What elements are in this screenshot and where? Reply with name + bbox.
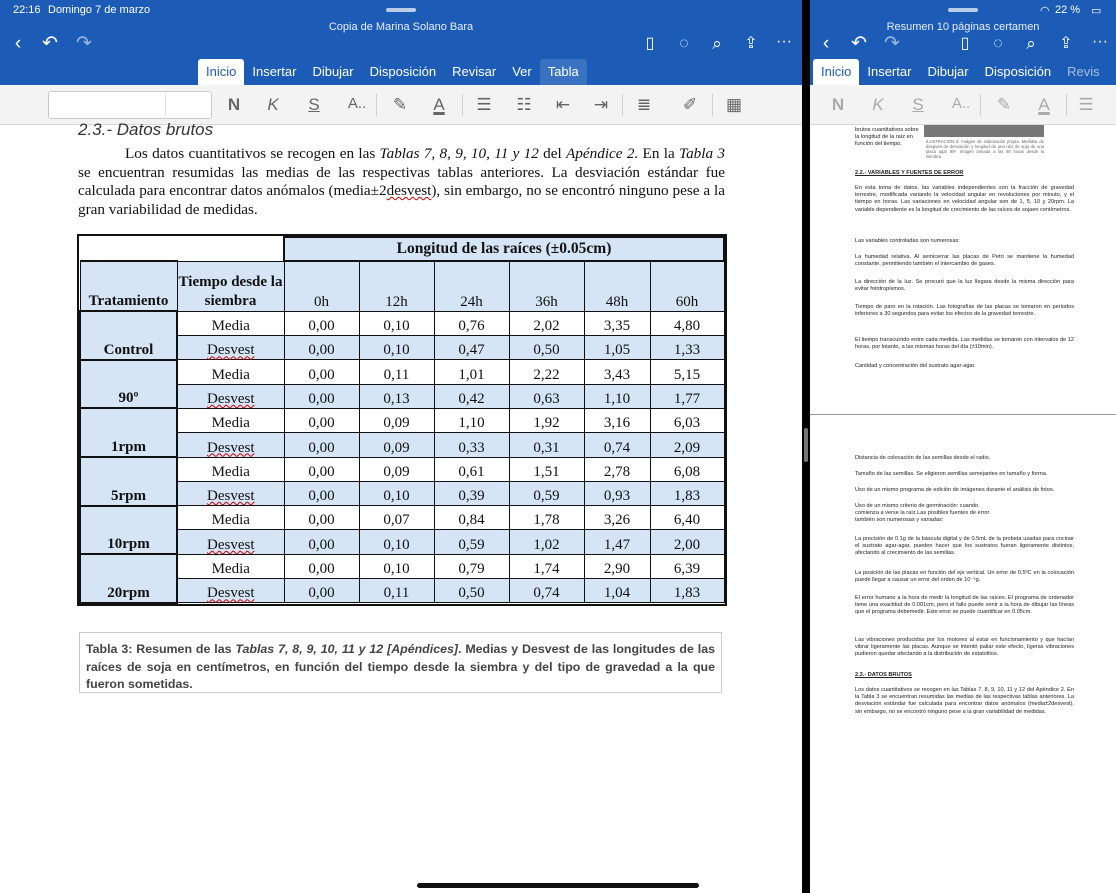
col-header-tratamiento: Tratamiento (80, 261, 177, 311)
value-cell: 0,00 (284, 433, 359, 457)
bold-button[interactable]: N (227, 95, 241, 114)
tab-insertar[interactable]: Insertar (252, 64, 297, 79)
search-icon[interactable]: ⌕ (1026, 34, 1036, 53)
value-cell: 1,01 (434, 360, 509, 384)
right-document-window (810, 0, 1116, 893)
more-icon[interactable]: ··· (1092, 33, 1108, 50)
ribbon-divider (980, 94, 981, 116)
body-paragraph: Los datos cuantitativos se recogen en las Tablas 7, 8, 9, 10, 11 y 12 del Apéndice 2. En la Tabla 3 se encuentran resumidas las medias de las respectivas tablas anteriores. La desviación estándar fue calculada para encontrar datos anómalos (media±2desvest), sin embargo, no se encontró ninguno pese a la gran variabilidad de medidas. (78, 145, 725, 218)
value-cell: 0,50 (434, 579, 509, 603)
value-cell: 1,10 (434, 408, 509, 432)
back-icon[interactable]: ‹ (822, 33, 830, 54)
value-cell: 0,07 (359, 506, 434, 530)
numbering-icon[interactable]: ☷ (516, 95, 532, 114)
stat-label-cell: Desvest (177, 530, 284, 554)
value-cell: 0,00 (284, 457, 359, 481)
time-header: 48h (584, 261, 650, 311)
multitask-handle[interactable] (948, 8, 978, 12)
underline-button[interactable]: S (912, 95, 924, 114)
value-cell: 0,00 (284, 336, 359, 360)
value-cell: 0,13 (359, 384, 434, 408)
tab-dibujar[interactable]: Dibujar (927, 64, 969, 79)
value-cell: 0,00 (284, 384, 359, 408)
section-heading: 2.3.- Datos brutos (78, 120, 214, 139)
mini-text: La dirección de la luz. Se procuró que la luz llegara desde la misma dirección para evitar fototropismos. (855, 279, 1074, 293)
stat-label-cell: Media (177, 408, 284, 432)
value-cell: 0,33 (434, 433, 509, 457)
value-cell: 0,10 (359, 336, 434, 360)
value-cell: 3,16 (584, 408, 650, 432)
table-caption: Tabla 3: Resumen de las Tablas 7, 8, 9, 10, 11 y 12 [Apéndices]. Medias y Desvest de las longitudes de las raíces de soja en centímetros, en función del tiempo desde la siembra y del tipo de gravedad a la que fueron sometidas. (79, 632, 722, 693)
mini-text: En esta toma de datos, las variables independientes son la fracción de gravedad terrestre, modificada variando la velocidad angular en revoluciones por minuto, y el tiempo en horas. Las variaciones en velocidad angular son de 1, 5, 10 y 20rpm. La variable dependiente es la longitud de crecimiento de las raíces de sojaen centímetros. (855, 185, 1074, 213)
value-cell: 0,09 (359, 433, 434, 457)
clear-format-icon[interactable]: ▦ (725, 95, 743, 114)
wifi-icon: ◠ (1040, 5, 1050, 17)
value-cell: 1,78 (509, 506, 584, 530)
value-cell: 0,93 (584, 481, 650, 505)
value-cell: 6,03 (650, 408, 724, 432)
value-cell: 0,00 (284, 360, 359, 384)
table-row (80, 360, 724, 384)
lightbulb-icon[interactable]: ◌ (993, 35, 1003, 52)
paragraph-format-icon[interactable]: ≣ (636, 95, 652, 114)
ribbon-toolbar (0, 85, 802, 125)
stat-label-cell: Media (177, 554, 284, 578)
value-cell: 0,79 (434, 554, 509, 578)
value-cell: 3,43 (584, 360, 650, 384)
value-cell: 0,76 (434, 311, 509, 335)
tab-revisar[interactable]: Revis (1067, 64, 1100, 79)
mini-text: El error humano a la hora de medir la longitud de las raíces. El programa de ordenador tiene una exactitud de 0.001cm, pero el fallo puede venir a la hora de dibujar las líneas que el programa debemedir. Este error se puede cuantificar en 0.05cm. (855, 595, 1074, 616)
value-cell: 2,22 (509, 360, 584, 384)
value-cell: 0,59 (509, 481, 584, 505)
italic-button[interactable]: K (872, 95, 884, 114)
table-row (80, 554, 724, 578)
value-cell: 2,09 (650, 433, 724, 457)
underline-button[interactable]: S (308, 95, 320, 114)
table-row (80, 457, 724, 481)
status-date: Domingo 7 de marzo (48, 4, 151, 16)
value-cell: 0,09 (359, 408, 434, 432)
ribbon-tabs (198, 59, 587, 85)
battery-icon: ▭ (1091, 5, 1102, 17)
time-header: 36h (509, 261, 584, 311)
value-cell: 1,77 (650, 384, 724, 408)
value-cell: 2,78 (584, 457, 650, 481)
mini-text: El tiempo transcurrido entre cada medida. Las medidas se tomaron con intervalos de 12 horas, por lotanto, a las mismas horas del día (±10min). (855, 337, 1074, 351)
font-color-icon[interactable]: A (433, 95, 445, 114)
battery-level: 22 % (1055, 4, 1081, 16)
table-row (80, 579, 724, 603)
mini-heading: 2.2.- VARIABLES Y FUENTES DE ERROR (855, 170, 964, 176)
right-document-page[interactable] (810, 125, 1116, 893)
value-cell: 0,00 (284, 506, 359, 530)
stat-label-cell: Desvest (177, 481, 284, 505)
value-cell: 0,47 (434, 336, 509, 360)
ribbon-divider (376, 94, 377, 116)
highlight-icon[interactable]: ✎ (996, 95, 1012, 114)
treatment-cell: 90º (80, 360, 177, 409)
value-cell: 0,11 (359, 360, 434, 384)
redo-icon[interactable]: ↷ (884, 33, 900, 54)
value-cell: 1,83 (650, 481, 724, 505)
bold-button[interactable]: N (831, 95, 845, 114)
tab-disposicion[interactable]: Disposición (984, 64, 1052, 79)
value-cell: 1,51 (509, 457, 584, 481)
value-cell: 0,00 (284, 554, 359, 578)
value-cell: 0,74 (509, 579, 584, 603)
value-cell: 0,10 (359, 311, 434, 335)
mini-text: Tiempo de paro en la rotación. Las fotografías de las placas se tomaron en periodos inferiores a 30 segundos para evitar los efectos de la gravedad terrestre. (855, 304, 1074, 318)
value-cell: 6,08 (650, 457, 724, 481)
value-cell: 0,00 (284, 579, 359, 603)
bullets-icon[interactable]: ☰ (476, 95, 492, 114)
ribbon-toolbar (810, 85, 1116, 125)
font-selector[interactable] (48, 91, 212, 119)
lightbulb-icon[interactable]: ◌ (679, 35, 689, 52)
styles-icon[interactable]: ✐ (682, 95, 698, 114)
treatment-cell: 1rpm (80, 408, 177, 457)
value-cell: 6,40 (650, 506, 724, 530)
redo-icon[interactable]: ↷ (76, 33, 92, 54)
mini-text: Uso de un mismo programa de edición de imágenes durante el análisis de fotos. (855, 487, 1055, 493)
value-cell: 1,83 (650, 579, 724, 603)
home-indicator[interactable] (417, 883, 699, 888)
stat-label-cell: Desvest (177, 384, 284, 408)
figure-image (924, 125, 1044, 137)
tab-revisar[interactable]: Revisar (452, 64, 497, 79)
stat-label-cell: Media (177, 311, 284, 335)
mini-text: Las vibraciones producidas por los motores al estar en funcionamiento y que hacían vibrar ligeramente las placas. Aunque se intentó paliar este efecto, ligeras vibraciones pudieron quedar afectando a la distribución de estatolitos. (855, 637, 1074, 658)
time-header: 24h (434, 261, 509, 311)
value-cell: 1,92 (509, 408, 584, 432)
col-header-tiempo: Tiempo desde la siembra (177, 261, 284, 311)
font-effects-button[interactable]: A.. (347, 95, 367, 112)
value-cell: 1,02 (509, 530, 584, 554)
table-row (80, 506, 724, 530)
value-cell: 4,80 (650, 311, 724, 335)
stat-label-cell: Media (177, 360, 284, 384)
tab-inicio[interactable]: Inicio (198, 59, 244, 85)
font-color-icon[interactable]: A (1038, 95, 1050, 114)
document-title[interactable]: Copia de Marina Solano Bara (328, 21, 474, 33)
mini-text: brutos cuantitativos sobre la longitud de la raíz en función del tiempo. (855, 127, 919, 148)
right-header (810, 0, 1116, 85)
span-header: Longitud de las raíces (±0.05cm) (284, 237, 724, 261)
search-icon[interactable]: ⌕ (712, 34, 722, 53)
table-row (80, 433, 724, 457)
mini-text: Tamaño de las semillas. Se eligieron semillas semejantes en tamaño y forma. (855, 471, 1048, 477)
treatment-cell: Control (80, 311, 177, 360)
table-row (80, 311, 724, 335)
share-icon[interactable]: ⇪ (1059, 35, 1073, 52)
value-cell: 0,84 (434, 506, 509, 530)
time-header: 60h (650, 261, 724, 311)
increase-indent-icon[interactable]: ⇥ (593, 95, 609, 114)
tab-disposicion[interactable]: Disposición (369, 64, 437, 79)
more-icon[interactable]: ··· (776, 33, 792, 50)
mini-text: Cantidad y concentración del sustrato agar-agar. (855, 363, 976, 369)
value-cell: 0,00 (284, 311, 359, 335)
tab-ver[interactable]: Ver (512, 64, 532, 79)
value-cell: 1,05 (584, 336, 650, 360)
value-cell: 1,04 (584, 579, 650, 603)
phone-view-icon[interactable]: ▯ (960, 35, 970, 52)
value-cell: 0,74 (584, 433, 650, 457)
value-cell: 0,59 (434, 530, 509, 554)
value-cell: 0,09 (359, 457, 434, 481)
mini-text: La humedad relativa. Al semicerrar las placas de Petri se mantiene la humedad constante, permitiendo también el intercambio de gases. (855, 254, 1074, 268)
ribbon-divider (1066, 94, 1067, 116)
value-cell: 3,26 (584, 506, 650, 530)
value-cell: 0,63 (509, 384, 584, 408)
value-cell: 0,50 (509, 336, 584, 360)
left-header (0, 0, 802, 85)
value-cell: 6,39 (650, 554, 724, 578)
bullets-icon[interactable]: ☰ (1078, 95, 1094, 114)
value-cell: 0,00 (284, 408, 359, 432)
mini-text: Los datos cuantitativos se recogen en las Tablas 7, 8, 9, 10, 11 y 12 del Apéndice 2. En la Tabla 3 se encuentran resumidas las medias de las respectivas tablas anteriores. La desviación estándar fue calculada para encontrar datos anómalos (media±2desvest), sin embargo, no se encontró ninguno pese a la gran variabilidad de medidas. (855, 687, 1074, 715)
value-cell: 0,00 (284, 530, 359, 554)
value-cell: 0,00 (284, 481, 359, 505)
table-row (80, 408, 724, 432)
value-cell: 2,02 (509, 311, 584, 335)
ribbon-divider (622, 94, 623, 116)
stat-label-cell: Desvest (177, 433, 284, 457)
value-cell: 0,42 (434, 384, 509, 408)
value-cell: 3,35 (584, 311, 650, 335)
value-cell: 0,11 (359, 579, 434, 603)
ribbon-divider (462, 94, 463, 116)
treatment-cell: 10rpm (80, 506, 177, 555)
mini-text: Las variables controladas son numerosas: (855, 238, 960, 244)
blank-cell (80, 237, 284, 261)
treatment-cell: 5rpm (80, 457, 177, 506)
tab-dibujar[interactable]: Dibujar (312, 64, 354, 79)
phone-view-icon[interactable]: ▯ (645, 35, 655, 52)
page-break (810, 414, 1116, 415)
mini-text: La precisión de 0.1g de la báscula digital y de 0.5mL de la probeta usadas para cocinar el sustrato agar-agar, pueden hacer que los sustratos fueran ligeramente distintos, afectando al crecimiento de las semillas. (855, 536, 1074, 557)
figure-caption: ILUSTRACIÓN 5: Imágen de elaboración propia. Medidas de después de desviación y longitud de una raíz de soja de una placa agar 90º. Imagen tomada a las 60 horas desde la siembra. (926, 139, 1044, 159)
split-view-divider[interactable] (802, 0, 810, 893)
stat-label-cell: Media (177, 457, 284, 481)
table-row (80, 481, 724, 505)
value-cell: 0,10 (359, 530, 434, 554)
table-row (80, 384, 724, 408)
value-cell: 1,74 (509, 554, 584, 578)
decrease-indent-icon[interactable]: ⇤ (555, 95, 571, 114)
value-cell: 0,10 (359, 554, 434, 578)
share-icon[interactable]: ⇪ (744, 35, 758, 52)
mini-text: Uso de un mismo criterio de germinación: cuando comienza a verse la raíz.Las posibles fuentes de error también son numerosas y variadas: (855, 503, 990, 524)
data-table[interactable] (79, 236, 725, 604)
highlight-icon[interactable]: ✎ (392, 95, 408, 114)
mini-heading: 2.3.- DATOS BRUTOS (855, 672, 912, 678)
mini-text: La posición de las placas en función del eje vertical. Un error de 0.5ºC en la colocación puede llegar a causar un error del orden de 10⁻⁵g. (855, 570, 1074, 584)
back-icon[interactable]: ‹ (14, 33, 22, 54)
table-row (80, 530, 724, 554)
value-cell: 1,10 (584, 384, 650, 408)
value-cell: 0,10 (359, 481, 434, 505)
font-effects-button[interactable]: A.. (951, 95, 971, 112)
undo-icon[interactable]: ↶ (851, 33, 867, 54)
time-header: 0h (284, 261, 359, 311)
value-cell: 2,90 (584, 554, 650, 578)
tab-insertar[interactable]: Insertar (867, 64, 912, 79)
stat-label-cell: Desvest (177, 336, 284, 360)
value-cell: 5,15 (650, 360, 724, 384)
tab-inicio[interactable]: Inicio (813, 59, 859, 85)
table-row (80, 336, 724, 360)
italic-button[interactable]: K (267, 95, 279, 114)
time-header: 12h (359, 261, 434, 311)
value-cell: 1,33 (650, 336, 724, 360)
value-cell: 1,47 (584, 530, 650, 554)
multitask-handle[interactable] (386, 8, 416, 12)
document-title[interactable]: Resumen 10 páginas certamen (886, 21, 1040, 33)
stat-label-cell: Media (177, 506, 284, 530)
status-time: 22:16 (13, 4, 41, 16)
treatment-cell: 20rpm (80, 554, 177, 603)
tab-tabla[interactable]: Tabla (540, 59, 587, 85)
document-page[interactable] (0, 120, 802, 893)
ribbon-tabs (813, 59, 1108, 85)
value-cell: 0,61 (434, 457, 509, 481)
stat-label-cell: Desvest (177, 579, 284, 603)
mini-text: Distancia de colocación de las semillas desde el radio. (855, 455, 991, 461)
undo-icon[interactable]: ↶ (42, 33, 58, 54)
value-cell: 0,39 (434, 481, 509, 505)
value-cell: 0,31 (509, 433, 584, 457)
ribbon-divider (712, 94, 713, 116)
value-cell: 2,00 (650, 530, 724, 554)
